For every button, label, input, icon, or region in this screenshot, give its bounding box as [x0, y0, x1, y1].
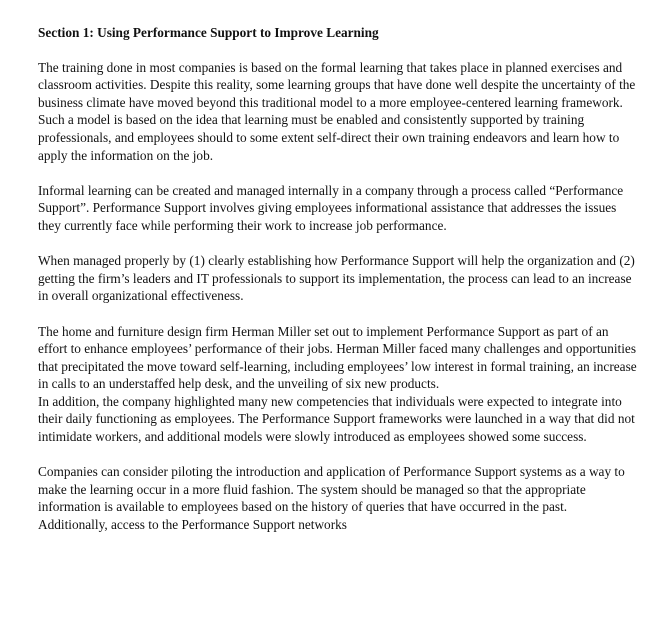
- paragraph-managed-properly: When managed properly by (1) clearly establishing how Performance Support will help the organization and (2) getting the firm’s leaders and IT professionals to support its implementation, the process can lead to an increase in overall organizational effectiveness.: [38, 253, 635, 304]
- section-title: Section 1: Using Performance Support to Improve Learning: [38, 25, 379, 40]
- paragraph-piloting: Companies can consider piloting the introduction and application of Performance Support systems as a way to make the learning occur in a more fluid fashion. The system should be managed so that the appropriate information is available to employees based on the history of queries that have occurred in the past. Additionally, access to the Performance Support networks: [38, 464, 625, 533]
- paragraph-informal-learning: Informal learning can be created and managed internally in a company through a process called “Performance Support”. Performance Support involves giving employees informational assistance that addresses the issues they currently face while performing their work to increase job performance.: [38, 182, 624, 233]
- paragraph-in-addition: In addition, the company highlighted many new competencies that individuals were expected to integrate into their daily functioning as employees. The Performance Support frameworks were launched in a way that did not intimidate workers, and additional models were slowly introduced as employees showed some success.: [38, 393, 635, 445]
- document-page: [38, 24, 638, 551]
- paragraph-formal-learning: The training done in most companies is based on the formal learning that takes place in planned exercises and classroom activities. Despite this reality, some learning groups that have done well despite the uncertainty of the business climate have moved beyond this traditional model to a more employee-centered learning framework. Such a model is based on the idea that learning must be enabled and consistently supported by training professionals, and employees should to some extent self-direct their own training endeavors and learn how to apply the information on the job.: [38, 59, 636, 163]
- paragraph-herman-miller: The home and furniture design firm Herman Miller set out to implement Performance Support as part of an effort to enhance employees’ performance of their jobs. Herman Miller faced many challenges and opportunities that precipitated the move toward self-learning, including employees’ low interest in formal training, an increase in calls to an understaffed help desk, and the unveiling of six new products.: [38, 323, 637, 392]
